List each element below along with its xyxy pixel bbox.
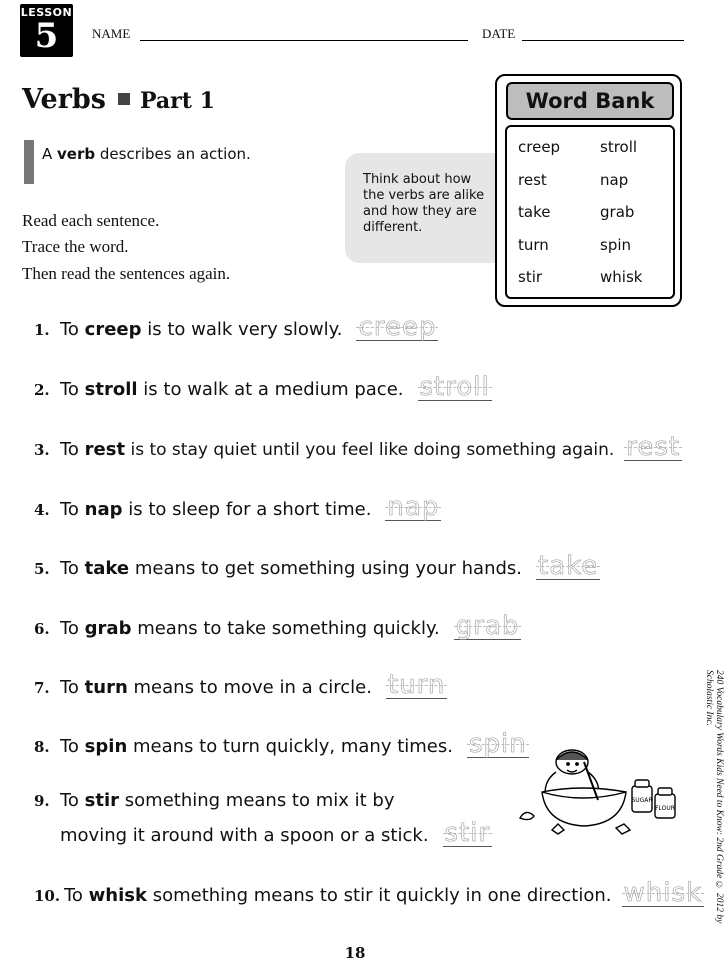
definition-prefix: A: [42, 145, 58, 163]
page-title: [22, 84, 215, 115]
sentence-continuation: [60, 820, 492, 847]
name-field[interactable]: [140, 40, 468, 41]
trace-word[interactable]: nap: [387, 492, 440, 522]
page-number: 18: [344, 944, 366, 962]
instruction-2: Trace the word.: [22, 237, 129, 256]
flour-label: FLOUR: [655, 805, 675, 812]
trace-word[interactable]: creep: [358, 312, 437, 342]
date-label: DATE: [482, 26, 516, 41]
word-bank-word: whisk: [600, 268, 643, 286]
item-verb: stir: [84, 790, 120, 811]
item-text: means to move in a circle.: [127, 677, 372, 698]
word-bank-title: Word Bank: [506, 82, 674, 120]
item-prefix: To: [64, 885, 89, 906]
item-verb: stroll: [84, 379, 138, 400]
item-number: 9.: [34, 792, 50, 810]
trace-word[interactable]: stir: [444, 818, 491, 848]
definition-bar: [24, 140, 34, 184]
trace-word[interactable]: take: [538, 551, 599, 581]
item-prefix: To: [60, 439, 85, 460]
item-prefix: To: [60, 499, 85, 520]
item-verb: grab: [84, 618, 132, 639]
word-bank-word: stroll: [600, 138, 638, 156]
word-bank-word: grab: [600, 203, 635, 221]
instruction-3: Then read the sentences again.: [22, 264, 231, 283]
sentence-item: [34, 790, 395, 811]
definition: [42, 145, 251, 163]
trace-word[interactable]: turn: [387, 670, 446, 700]
item-prefix: To: [60, 319, 85, 340]
item-number: 8.: [34, 738, 50, 756]
item-number: 4.: [34, 501, 50, 519]
sentence-item: [34, 880, 704, 907]
item-text: something means to mix it by: [119, 790, 395, 811]
item-verb: rest: [84, 439, 126, 460]
word-bank-word: stir: [518, 268, 543, 286]
trace-word[interactable]: rest: [626, 432, 681, 462]
word-bank-word: spin: [600, 236, 632, 254]
item-text: means to turn quickly, many times.: [127, 736, 453, 757]
word-bank-word: creep: [518, 138, 561, 156]
sentence-item: [34, 374, 492, 401]
sugar-label: SUGAR: [631, 797, 653, 804]
sentence-item: [34, 314, 438, 341]
item-number: 6.: [34, 620, 50, 638]
copyright-credit: 240 Vocabulary Words Kids Need to Know: 2nd Grade © 2012 by Scholastic Inc.: [704, 670, 724, 924]
item-number: 3.: [34, 441, 50, 459]
cooking-child-illustration: [512, 742, 682, 852]
definition-term: verb: [57, 145, 96, 163]
item-number: 10.: [34, 887, 61, 905]
item-text: is to walk very slowly.: [141, 319, 343, 340]
item-prefix: To: [60, 618, 85, 639]
item-number: 2.: [34, 381, 50, 399]
date-field[interactable]: [522, 40, 684, 41]
word-bank-word: turn: [518, 236, 549, 254]
word-bank-word: rest: [518, 171, 547, 189]
name-label: NAME: [92, 26, 131, 41]
lesson-badge: [20, 4, 73, 57]
item-text: means to get something using your hands.: [129, 558, 522, 579]
item-prefix: To: [60, 558, 85, 579]
item-verb: spin: [84, 736, 128, 757]
item-text: means to take something quickly.: [131, 618, 440, 639]
title-part: Part 1: [139, 88, 215, 114]
word-bank-word: take: [518, 203, 551, 221]
item-number: 7.: [34, 679, 50, 697]
item-text: is to stay quiet until you feel like doing something again.: [125, 440, 615, 460]
hint-text: Think about how the verbs are alike and how they are different.: [363, 172, 485, 235]
definition-suffix: describes an action.: [95, 145, 251, 163]
instruction-1: Read each sentence.: [22, 211, 160, 230]
item-text: is to walk at a medium pace.: [137, 379, 404, 400]
item-text: something means to stir it quickly in one direction.: [146, 885, 612, 906]
item-verb: whisk: [88, 885, 147, 906]
lesson-label: LESSON: [20, 6, 73, 19]
square-bullet-icon: [118, 93, 130, 105]
trace-word[interactable]: stroll: [419, 372, 490, 402]
item-verb: nap: [84, 499, 123, 520]
item-number: 1.: [34, 321, 50, 339]
item-prefix: To: [60, 790, 85, 811]
item-prefix: To: [60, 677, 85, 698]
sentence-item: [34, 434, 682, 461]
sentence-item: [34, 494, 441, 521]
title-main: Verbs: [22, 84, 106, 115]
item-verb: creep: [84, 319, 142, 340]
trace-word[interactable]: grab: [455, 611, 520, 641]
item-number: 5.: [34, 560, 50, 578]
item-verb: take: [84, 558, 130, 579]
item-prefix: To: [60, 736, 85, 757]
sentence-item: [34, 672, 447, 699]
sentence-item: [34, 553, 600, 580]
sentence-item: [34, 613, 521, 640]
trace-word[interactable]: spin: [468, 729, 527, 759]
word-bank-word: nap: [600, 171, 629, 189]
lesson-number: 5: [34, 16, 59, 56]
item-text: is to sleep for a short time.: [122, 499, 372, 520]
item-text-line2: moving it around with a spoon or a stick.: [60, 825, 429, 846]
trace-word[interactable]: whisk: [623, 878, 703, 908]
sentence-item: [34, 731, 529, 758]
item-prefix: To: [60, 379, 85, 400]
item-verb: turn: [84, 677, 128, 698]
